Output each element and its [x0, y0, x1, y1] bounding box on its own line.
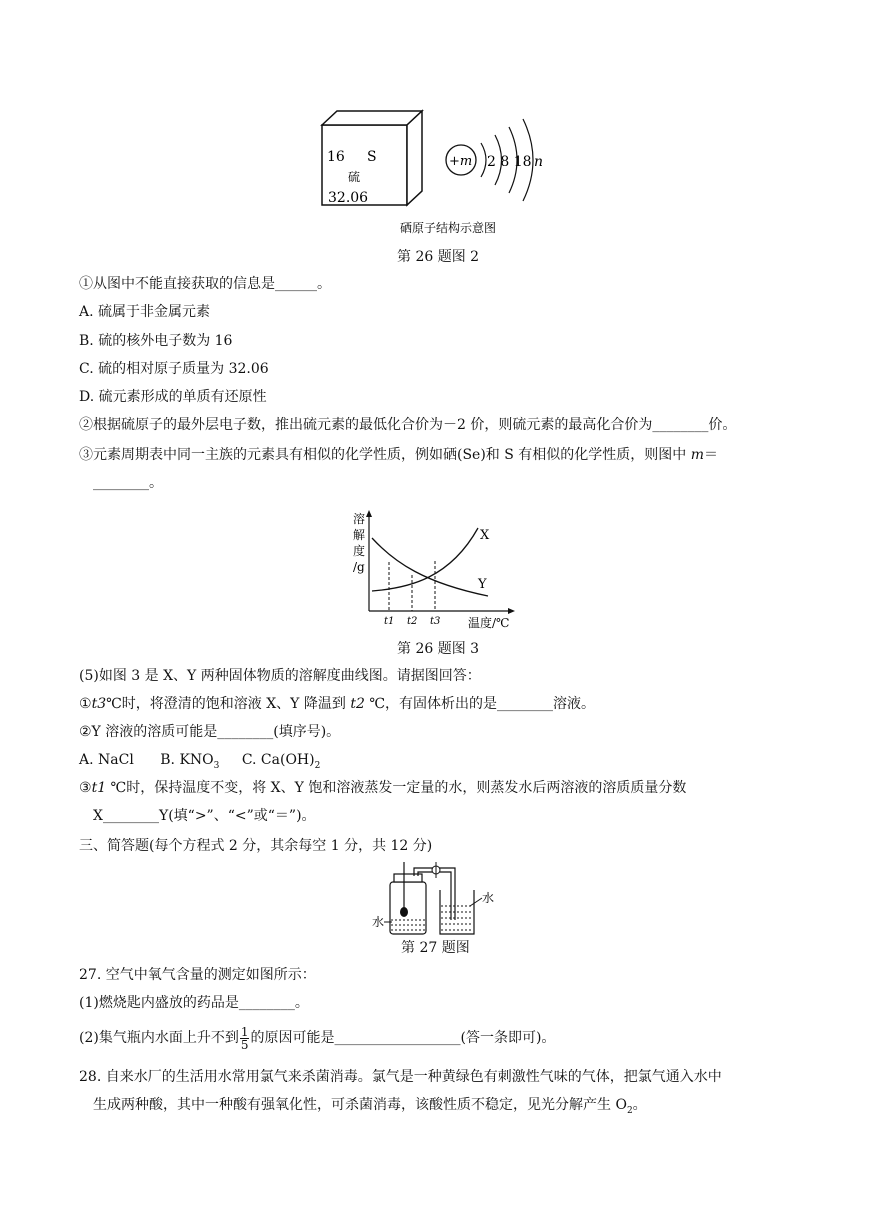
- figure-3-solubility-chart: [350, 508, 530, 633]
- shell-numbers: 2 8 18: [487, 154, 532, 170]
- tick-t2: t2: [407, 616, 418, 627]
- y-label-2: 解: [353, 528, 366, 542]
- atom-caption: 硒原子结构示意图: [400, 221, 497, 235]
- q1-option-d: D. 硫元素形成的单质有还原性: [79, 389, 267, 405]
- q3-line2: ________。: [93, 475, 163, 491]
- curve-x-label: X: [480, 528, 490, 543]
- q5-sub2-options: [79, 750, 320, 776]
- tick-t3: t3: [430, 616, 441, 627]
- q3-text: ③元素周期表中同一主族的元素具有相似的化学性质，例如硒(Se)和 S 有相似的化学性质，则图中: [79, 447, 691, 463]
- q1-option-c: C. 硫的相对原子质量为 32.06: [79, 361, 269, 377]
- q5-sub2: ②Y 溶液的溶质可能是________(填序号)。: [79, 724, 341, 740]
- q5-intro: (5)如图 3 是 X、Y 两种固体物质的溶解度曲线图。请据图回答：: [79, 668, 481, 684]
- q5-sub3-line2: X________Y(填“>”、“<”或“＝”)。: [93, 808, 316, 824]
- curve-y-label: Y: [478, 577, 487, 592]
- section-3-heading: 三、简答题(每个方程式 2 分，其余每空 1 分，共 12 分): [79, 838, 433, 854]
- q28-line2: 生成两种酸，其中一种酸有强氧化性，可杀菌消毒，该酸性质不稳定，见光分解产生 $O_2$。: [93, 1097, 647, 1116]
- figure-2: [315, 105, 575, 245]
- y-label-3: 度: [353, 544, 366, 558]
- element-number: 16: [327, 149, 345, 165]
- fraction-one-fifth: $\frac{1}{5}$: [240, 1024, 249, 1052]
- q27-part1: (1)燃烧匙内盛放的药品是________。: [79, 995, 309, 1011]
- element-mass: 32.06: [328, 190, 369, 206]
- figure-3-caption: 第 26 题图 3: [397, 641, 480, 657]
- option-a: A. NaCl: [79, 752, 134, 768]
- element-cube: [322, 111, 422, 206]
- gas-bottle: [390, 882, 426, 934]
- element-name: 硫: [348, 170, 361, 184]
- q3-var-m: m: [690, 447, 705, 463]
- figure-27-apparatus: [370, 860, 500, 938]
- q5-sub1: ①t3℃时，将澄清的饱和溶液 X、Y 降温到 t2 ℃，有固体析出的是________溶液。: [79, 696, 596, 712]
- q1-stem: ①从图中不能直接获取的信息是______。: [79, 276, 331, 292]
- water-label-left: 水: [372, 915, 385, 929]
- y-label-1: 溶: [353, 512, 366, 526]
- water-label-right: 水: [482, 891, 495, 905]
- q5-sub3: ③t1 ℃时，保持温度不变，将 X、Y 饱和溶液蒸发一定量的水，则蒸发水后两溶液的溶质质量分数: [79, 780, 687, 796]
- figure-27-caption: 第 27 题图: [401, 940, 470, 956]
- q28-line1: 28. 自来水厂的生活用水常用氯气来杀菌消毒。氯气是一种黄绿色有刺激性气味的气体，把氯气通入水中: [79, 1069, 722, 1085]
- figure-2-caption: 第 26 题图 2: [397, 249, 480, 265]
- q3-line1: [79, 445, 718, 465]
- q1-option-a: A. 硫属于非金属元素: [79, 304, 211, 320]
- element-symbol: S: [367, 149, 377, 165]
- nucleus-label: +m: [449, 154, 473, 169]
- q27-part2: (2)集气瓶内水面上升不到 $\frac{1}{5}$ 的原因可能是__________________(答一条即可)。: [79, 1024, 556, 1052]
- q1-option-b: B. 硫的核外电子数为 16: [79, 333, 233, 349]
- option-b: B. $KNO_3$: [160, 752, 220, 771]
- x-axis-label: 温度/℃: [468, 616, 510, 630]
- last-shell-label: n: [534, 154, 544, 170]
- q3-equals: ＝: [704, 447, 719, 463]
- option-c: C. $Ca(OH)_2$: [241, 752, 321, 771]
- y-label-4: /g: [353, 560, 365, 574]
- tick-t1: t1: [384, 616, 395, 627]
- curve-x: [372, 528, 478, 591]
- q2-text: ②根据硫原子的最外层电子数，推出硫元素的最低化合价为－2 价，则硫元素的最高化合价为________价。: [79, 417, 737, 433]
- q27-stem: 27. 空气中氧气含量的测定如图所示：: [79, 967, 316, 983]
